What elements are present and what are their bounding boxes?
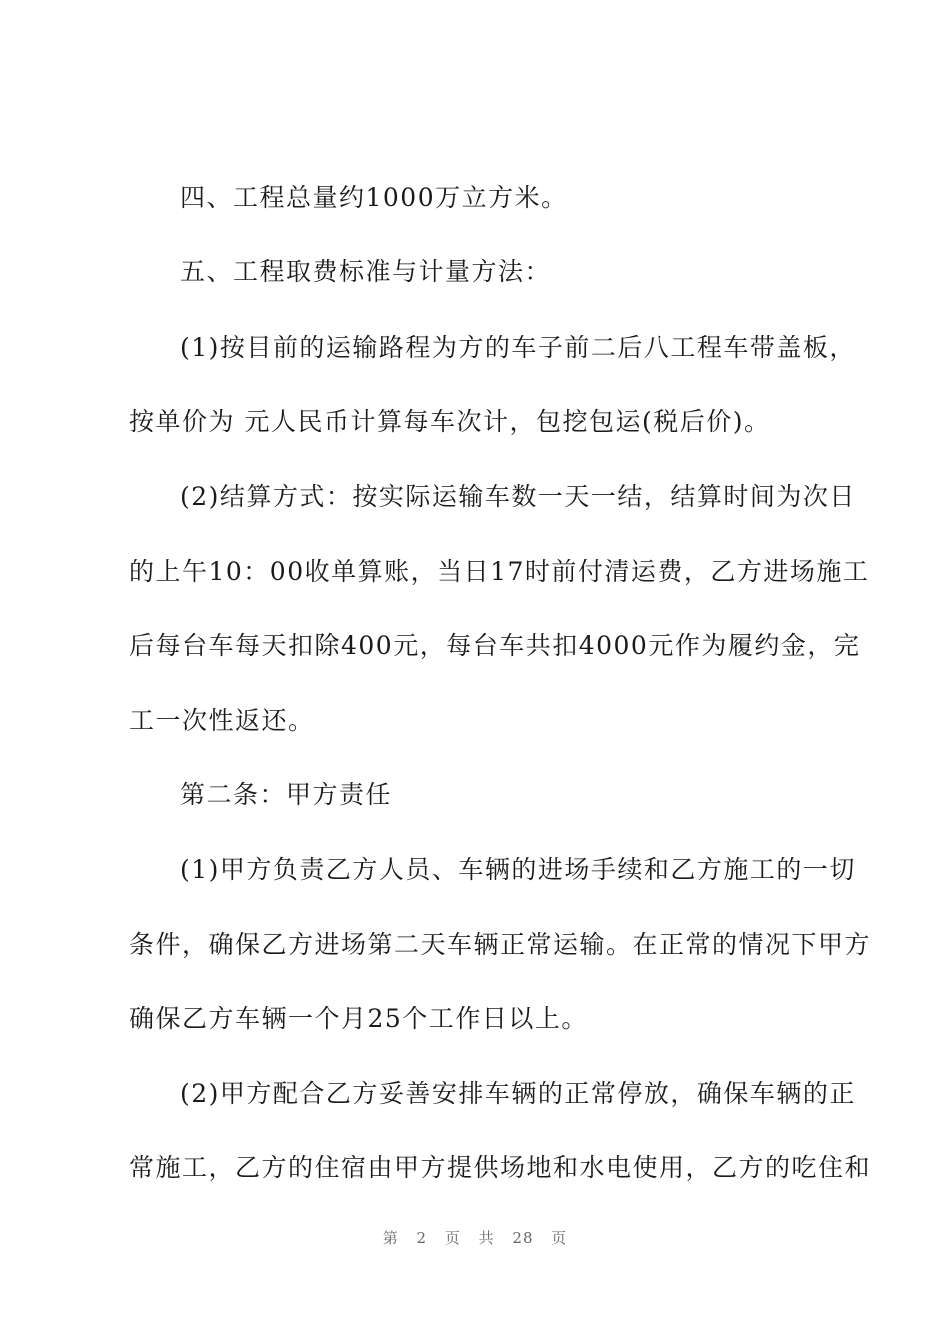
paragraph-line: 五、工程取费标准与计量方法： <box>180 257 552 286</box>
paragraph-line: 常施工，乙方的住宿由甲方提供场地和水电使用，乙方的吃住和 <box>129 1153 872 1182</box>
footer-page-unit: 页 <box>444 1229 461 1247</box>
paragraph-line: 确保乙方车辆一个月25个工作日以上。 <box>129 1004 588 1033</box>
footer-page-word: 第 <box>382 1229 399 1247</box>
paragraph-line: (1)按目前的运输路程为方的车子前二后八工程车带盖板， <box>180 333 856 362</box>
page-footer <box>0 1227 950 1248</box>
paragraph-line: 四、工程总量约1000万立方米。 <box>180 183 568 212</box>
section-heading: 第二条：甲方责任 <box>180 780 393 809</box>
footer-total-word: 共 <box>478 1229 495 1247</box>
paragraph-line: 工一次性返还。 <box>129 706 315 735</box>
paragraph-line: (1)甲方负责乙方人员、车辆的进场手续和乙方施工的一切 <box>180 855 856 884</box>
footer-current-page: 2 <box>416 1229 428 1247</box>
footer-total-unit: 页 <box>551 1229 568 1247</box>
paragraph-line: 条件，确保乙方进场第二天车辆正常运输。在正常的情况下甲方 <box>129 930 872 959</box>
footer-total-pages: 28 <box>512 1229 534 1247</box>
paragraph-line: 的上午10：00收单算账，当日17时前付清运费，乙方进场施工 <box>129 557 870 586</box>
paragraph-line: 后每台车每天扣除400元，每台车共扣4000元作为履约金，完 <box>129 631 861 660</box>
paragraph-line: (2)结算方式：按实际运输车数一天一结，结算时间为次日 <box>180 482 856 511</box>
paragraph-line: (2)甲方配合乙方妥善安排车辆的正常停放，确保车辆的正 <box>180 1079 856 1108</box>
paragraph-line: 按单价为 元人民币计算每车次计，包挖包运(税后价)。 <box>129 407 771 436</box>
